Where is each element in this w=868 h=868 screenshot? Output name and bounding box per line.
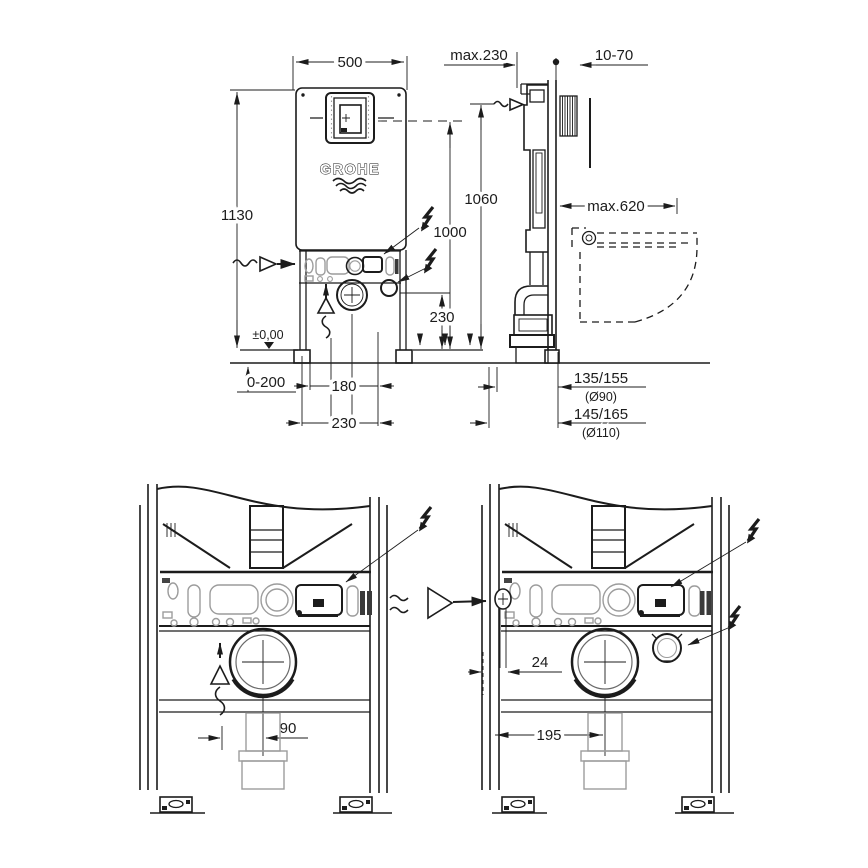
mechanism-plate: [501, 578, 712, 631]
water-wave-icon: [390, 608, 408, 613]
dim-o90-label: (Ø90): [585, 390, 617, 404]
flow-triangle-icon: [510, 99, 523, 110]
dim-supply-height-1060: [464, 104, 497, 349]
dim-max230-label: max.230: [450, 47, 508, 64]
water-wave-icon: [494, 102, 508, 107]
dim-height-1130: [221, 90, 295, 348]
water-wave-icon: [390, 596, 408, 601]
drain-socket: [230, 629, 296, 697]
lightning-bolt-icon: [747, 519, 759, 544]
level-triangle-icon: [264, 342, 274, 349]
dim-24-label: 24: [531, 654, 549, 671]
detail-view-right: [468, 484, 759, 813]
dim-230-label: 230: [331, 415, 357, 432]
dim-floor-buildup: [237, 367, 296, 392]
frame-side-profile: [521, 80, 559, 363]
dim-195: [495, 727, 603, 744]
cistern-funnel: [502, 506, 713, 572]
frame-feet: [150, 797, 392, 813]
dim-bottom-front: [286, 314, 394, 432]
vent-symbol: [211, 643, 229, 715]
lower-rails: [159, 696, 370, 756]
mechanism-band-front: [299, 251, 401, 283]
power-connector-round: [652, 634, 682, 662]
dim-height-label: 1130: [220, 207, 254, 224]
detail-view-left: [140, 484, 431, 813]
lightning-bolt-icon: [419, 507, 431, 532]
lower-rails: [501, 696, 712, 756]
floor-level-label: ±0,00: [252, 328, 284, 342]
drain-socket: [572, 629, 638, 697]
dim-90: [198, 720, 308, 750]
dim-plate-depth: [553, 47, 648, 95]
supply-inlet: [495, 589, 511, 668]
dim-180-label: 180: [331, 378, 357, 395]
outlet-front: [337, 280, 397, 310]
dim-145-165-label: 145/165: [573, 406, 629, 423]
dim-outlet-height-230: [400, 293, 455, 349]
lightning-bolt-icon: [421, 207, 433, 232]
grohe-wave-2: [336, 184, 366, 189]
dim-1060-label: 1060: [464, 191, 498, 208]
dim-1000-label: 1000: [433, 224, 467, 241]
dim-135-155-label: 135/155: [573, 370, 629, 387]
reference-dot: [553, 59, 559, 65]
vent-wave-icon: [216, 687, 225, 715]
dim-195-label: 195: [536, 727, 562, 744]
vent-triangle-icon: [211, 666, 229, 684]
dim-max-depth: [444, 47, 517, 88]
dim-90-label: 90: [279, 720, 297, 737]
vent-symbol-front: [318, 284, 334, 338]
water-supply-arrow-side: [494, 99, 523, 110]
cistern-funnel: [160, 506, 371, 572]
water-supply-arrow-front: [233, 257, 295, 271]
dim-max620-label: max.620: [587, 198, 645, 215]
dim-230v-label: 230: [429, 309, 455, 326]
grohe-wave-3: [340, 189, 364, 193]
dim-1070-label: 10-70: [594, 47, 634, 64]
flow-triangle-icon: [428, 588, 452, 618]
flow-triangle-icon: [260, 257, 276, 271]
dim-o110-label: (Ø110): [582, 426, 620, 440]
water-supply-arrow-detail: [390, 588, 486, 618]
wall-finish-block: [560, 96, 590, 168]
grohe-logo-text: GROHE: [319, 162, 381, 178]
grohe-logo: [320, 162, 380, 193]
frame-feet: [492, 797, 734, 813]
frame-front: [294, 88, 412, 363]
vent-triangle-icon: [318, 298, 334, 313]
flush-plate-opening: [310, 93, 394, 143]
frame-foot-right: [396, 350, 412, 363]
wc-bowl-dashed: [572, 228, 697, 322]
mechanism-plate: [159, 578, 372, 631]
side-view: [444, 47, 697, 440]
lightning-bolt-icon: [424, 249, 436, 274]
vent-wave-icon: [322, 316, 330, 338]
electrical-callouts-front: [384, 207, 436, 282]
dim-width-500: [293, 54, 407, 90]
dim-floor-buildup-label: 0-200: [246, 374, 286, 391]
dim-width-label: 500: [337, 54, 363, 71]
dim-max-reach: [560, 198, 677, 215]
power-box-front: [363, 257, 382, 272]
